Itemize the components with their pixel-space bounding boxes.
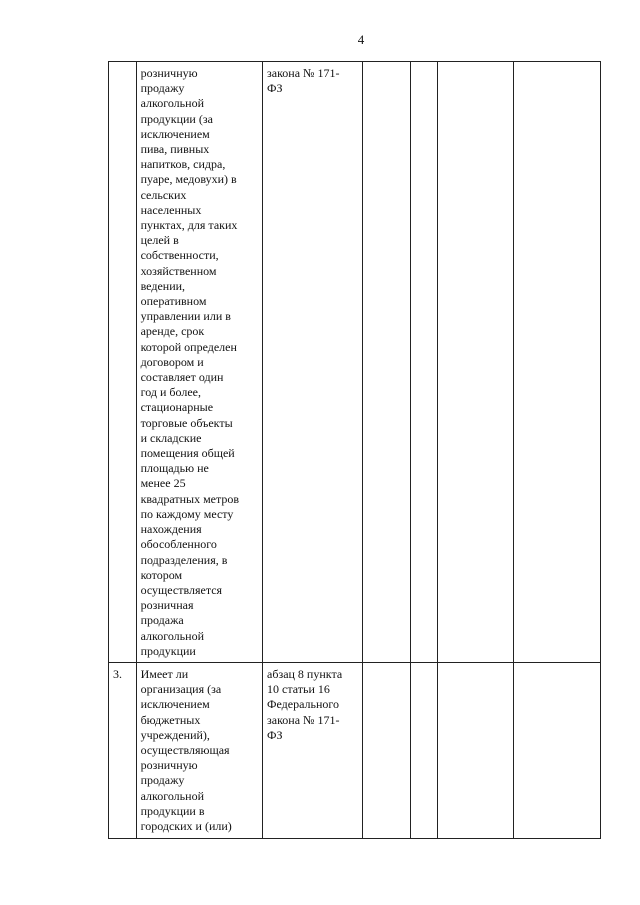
table-row bbox=[109, 662, 601, 838]
question-cell bbox=[136, 662, 262, 838]
row-number: 3. bbox=[113, 666, 122, 681]
question-text: Имеет ли организация (за исключением бюджетных учреждений), осуществляющая розничную продажу алкогольной продукции в городских и (или) bbox=[140, 666, 232, 833]
question-text: розничную продажу алкогольной продукции (за исключением пива, пивных напитков, сидра, пуаре, медовухи) в сельских населенных пунктах, для таких целей в собственности, хозяйственном ведении, оперативном управлении или в аренде, срок которой определен договором и составляет один год и более, стационарные торговые объекты и складские помещения общей площадью не менее 25 квадратных метров по каждому месту нахождения обособленного подразделения, в котором осуществляется розничная продажа алкогольной продукции bbox=[140, 66, 240, 658]
checklist-table bbox=[108, 61, 601, 839]
row-number-cell bbox=[109, 662, 137, 838]
row-number-cell bbox=[109, 62, 137, 663]
legal-reference-cell bbox=[263, 662, 363, 838]
page-number: 4 bbox=[357, 32, 365, 47]
legal-reference-cell bbox=[263, 62, 363, 663]
legal-reference-text: закона № 171- ФЗ bbox=[267, 66, 340, 96]
answer-na-cell bbox=[437, 662, 513, 838]
notes-cell bbox=[513, 662, 600, 838]
answer-yes-cell bbox=[363, 62, 411, 663]
answer-no-cell bbox=[411, 62, 437, 663]
table-row bbox=[109, 62, 601, 663]
answer-na-cell bbox=[437, 62, 513, 663]
answer-yes-cell bbox=[363, 662, 411, 838]
notes-cell bbox=[513, 62, 600, 663]
question-cell bbox=[136, 62, 262, 663]
answer-no-cell bbox=[411, 662, 437, 838]
legal-reference-text: абзац 8 пункта 10 статьи 16 Федерального закона № 171- ФЗ bbox=[267, 666, 343, 742]
